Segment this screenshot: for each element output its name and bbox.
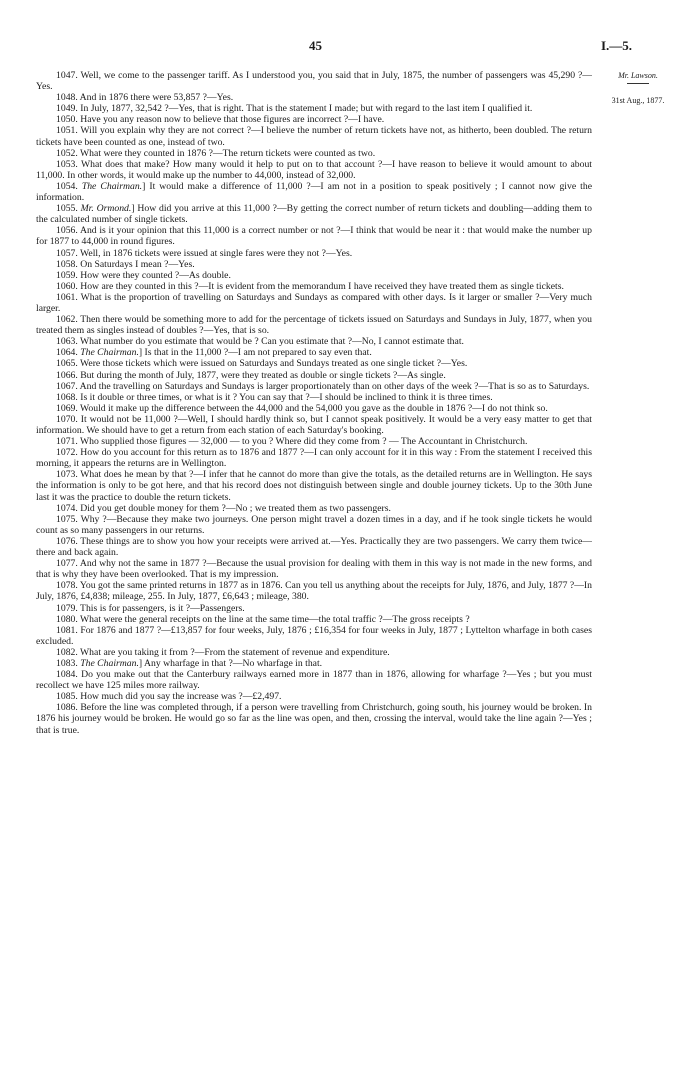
question-number: 1054. [56, 180, 82, 192]
evidence-paragraph [36, 381, 592, 392]
evidence-text: 1052. What were they counted in 1876 ?—The return tickets were counted as two. [56, 147, 376, 159]
sitting-date: 31st Aug., 1877. [611, 96, 665, 105]
evidence-text: 1067. And the travelling on Saturdays and Sundays is larger proportionately than on other days of the week ?—That is so as to Saturdays. [56, 380, 590, 392]
evidence-paragraph [36, 314, 592, 336]
evidence-paragraph [36, 203, 592, 225]
question-number: 1055. [56, 203, 81, 215]
evidence-paragraph [36, 70, 592, 92]
evidence-paragraph [36, 658, 592, 669]
evidence-paragraph [36, 103, 592, 114]
evidence-text: 1086. Before the line was completed through, if a person were travelling from Christchurch, going south, his journey would be broken. In 1876 his journey would be broken. He would go so far as the line was open, and then, crossing the interval, would take the line again ?—Yes ; that is true. [36, 702, 592, 736]
evidence-paragraph [36, 248, 592, 259]
evidence-paragraph [36, 558, 592, 580]
evidence-text: 1057. Well, in 1876 tickets were issued at single fares were they not ?—Yes. [56, 247, 353, 259]
evidence-text: 1078. You got the same printed returns in 1877 as in 1876. Can you tell us anything about the receipts for July, 1876, and July, 1877 ?—In July, 1876, £4,838; mileage, 255. In July, 1877, £6,643 ; mileage, 380. [36, 580, 592, 603]
evidence-text: 1047. Well, we come to the passenger tariff. As I understood you, you said that in July, 1875, the number of passengers was 45,290 ?—Yes. [36, 70, 592, 93]
margin-note [594, 71, 682, 105]
evidence-text: 1082. What are you taking it from ?—From the statement of revenue and expenditure. [56, 646, 390, 658]
speaker-name: The Chairman. [81, 180, 143, 192]
evidence-paragraph [36, 270, 592, 281]
evidence-text: 1063. What number do you estimate that would be ? Can you estimate that ?—No, I cannot estimate that. [56, 336, 464, 348]
evidence-paragraph [36, 92, 592, 103]
evidence-paragraph [36, 614, 592, 625]
evidence-text: 1070. It would not be 11,000 ?—Well, I should hardly think so, but I cannot speak positively. It would be a very easy matter to get that information. We should have to get a return from each station of each Saturday's booking. [36, 413, 592, 436]
evidence-paragraph [36, 281, 592, 292]
evidence-paragraph [36, 691, 592, 702]
question-number: 1083. [56, 657, 81, 669]
speaker-name: Mr. Ormond. [80, 203, 132, 215]
evidence-paragraph [36, 669, 592, 691]
page-header [0, 38, 700, 54]
evidence-paragraph [36, 347, 592, 358]
evidence-paragraph [36, 580, 592, 602]
evidence-text: 1077. And why not the same in 1877 ?—Because the usual provision for dealing with them in this way is not made in the new forms, and that is why they have been overlooked. That is my impression. [36, 558, 592, 581]
evidence-paragraph [36, 447, 592, 469]
evidence-text: 1049. In July, 1877, 32,542 ?—Yes, that is right. That is the statement I made; but with regard to the last item I qualified it. [56, 103, 533, 115]
evidence-text: 1085. How much did you say the increase was ?—£2,497. [56, 691, 282, 703]
evidence-text: 1080. What were the general receipts on the line at the same time—the total traffic ?—The gross receipts ? [56, 613, 470, 625]
evidence-paragraph [36, 414, 592, 436]
margin-rule [627, 83, 649, 84]
evidence-text: 1071. Who supplied those figures — 32,000 — to you ? Where did they come from ? — The Accountant in Christchurch. [56, 436, 528, 448]
evidence-paragraph [36, 225, 592, 247]
evidence-text: 1079. This is for passengers, is it ?—Passengers. [56, 602, 245, 614]
witness-name: Mr. Lawson. [618, 71, 658, 80]
evidence-text: ] How did you arrive at this 11,000 ?—By getting the correct number of return tickets and doubling—adding them to the calculated number of single tickets. [36, 203, 592, 226]
speaker-name: The Chairman. [80, 657, 139, 669]
evidence-text: 1065. Were those tickets which were issued on Saturdays and Sundays treated as one single ticket ?—Yes. [56, 358, 468, 370]
evidence-paragraph [36, 125, 592, 147]
evidence-paragraph [36, 292, 592, 314]
evidence-text: 1073. What does he mean by that ?—I infer that he cannot do more than give the totals, as the detailed returns are in Wellington. He says the information is only to be got here, and that his record does not distinguish between single and double journey tickets. Up to the 30th June last it was the practice to double the return tickets. [36, 469, 592, 503]
evidence-paragraph [36, 259, 592, 270]
document-code: I.—5. [601, 38, 633, 53]
evidence-text: 1048. And in 1876 there were 53,857 ?—Yes. [56, 92, 234, 104]
evidence-text: 1051. Will you explain why they are not correct ?—I believe the number of return tickets have not, as hitherto, been doubled. The return tickets have been counted as one, instead of two. [36, 125, 592, 148]
evidence-text: ] Is that in the 11,000 ?—I am not prepared to say even that. [138, 347, 372, 359]
evidence-paragraph [36, 358, 592, 369]
evidence-text: 1069. Would it make up the difference between the 44,000 and the 54,000 you gave as the double in 1876 ?—I do not think so. [56, 402, 548, 414]
evidence-body [36, 70, 592, 736]
evidence-text: 1075. Why ?—Because they make two journeys. One person might travel a dozen times in a day, and if he took single tickets he would count as so many passengers in our returns. [36, 513, 592, 536]
evidence-text: ] Any wharfage in that ?—No wharfage in that. [138, 657, 323, 669]
evidence-paragraph [36, 336, 592, 347]
speaker-name: The Chairman. [80, 347, 139, 359]
evidence-paragraph [36, 114, 592, 125]
evidence-text: 1061. What is the proportion of travelling on Saturdays and Sundays as compared with other days. Is it larger or smaller ?—Very much larger. [36, 291, 592, 314]
evidence-text: 1076. These things are to show you how your receipts were arrived at.—Yes. Practically they are two passengers. We carry them twice—there and back again. [36, 535, 592, 559]
evidence-paragraph [36, 503, 592, 514]
evidence-text: 1059. How were they counted ?—As double. [56, 269, 231, 281]
evidence-text: 1066. But during the month of July, 1877, were they treated as double or single tickets ?—As single. [56, 369, 446, 381]
evidence-text: 1056. And is it your opinion that this 11,000 is a correct number or not ?—I think that would be near it : that would make the number up for 1877 to 44,000 in round figures. [36, 225, 592, 248]
evidence-paragraph [36, 603, 592, 614]
evidence-paragraph [36, 647, 592, 658]
evidence-text: 1068. Is it double or three times, or what is it ? You can say that ?—I should be inclined to think it is three times. [56, 391, 493, 403]
page-number: 45 [309, 38, 322, 53]
evidence-text: 1050. Have you any reason now to believe that those figures are incorrect ?—I have. [56, 114, 385, 126]
evidence-paragraph [36, 436, 592, 447]
evidence-paragraph [36, 514, 592, 536]
evidence-text: 1074. Did you get double money for them ?—No ; we treated them as two passengers. [56, 502, 391, 514]
evidence-text: 1053. What does that make? How many would it help to put on to that account ?—I have reason to believe it would amount to about 11,000. In other words, it would make up the number to 44,000, instead of 32,000. [36, 158, 592, 181]
evidence-text: 1060. How are they counted in this ?—It is evident from the memorandum I have received they have treated them as single tickets. [56, 280, 564, 292]
evidence-paragraph [36, 159, 592, 181]
evidence-paragraph [36, 370, 592, 381]
evidence-paragraph [36, 392, 592, 403]
evidence-paragraph [36, 469, 592, 502]
evidence-text: 1058. On Saturdays I mean ?—Yes. [56, 258, 195, 270]
evidence-paragraph [36, 536, 592, 558]
evidence-text: 1081. For 1876 and 1877 ?—£13,857 for four weeks, July, 1876 ; £16,354 for four weeks in July, 1877 ; Lyttelton wharfage in both cases excluded. [36, 624, 592, 647]
evidence-paragraph [36, 625, 592, 647]
evidence-text: 1072. How do you account for this return as to 1876 and 1877 ?—I can only account for it in this way : From the statement I received this morning, it appears the returns are in Wellington. [36, 447, 592, 470]
evidence-paragraph [36, 403, 592, 414]
question-number: 1064. [56, 347, 81, 359]
evidence-paragraph [36, 148, 592, 159]
evidence-text: 1062. Then there would be something more to add for the percentage of tickets issued on Saturdays and Sundays in July, 1877, when you treated them as singles instead of doubles ?—Yes, that is so. [36, 314, 592, 337]
evidence-text: ] It would make a difference of 11,000 ?—I am not in a position to speak positively ; I cannot now give the information. [36, 180, 593, 204]
evidence-paragraph [36, 181, 592, 203]
evidence-paragraph [36, 702, 592, 735]
evidence-text: 1084. Do you make out that the Canterbury railways earned more in 1877 than in 1876, allowing for wharfage ?—Yes ; but you must recollect we have 125 miles more railway. [36, 669, 592, 692]
